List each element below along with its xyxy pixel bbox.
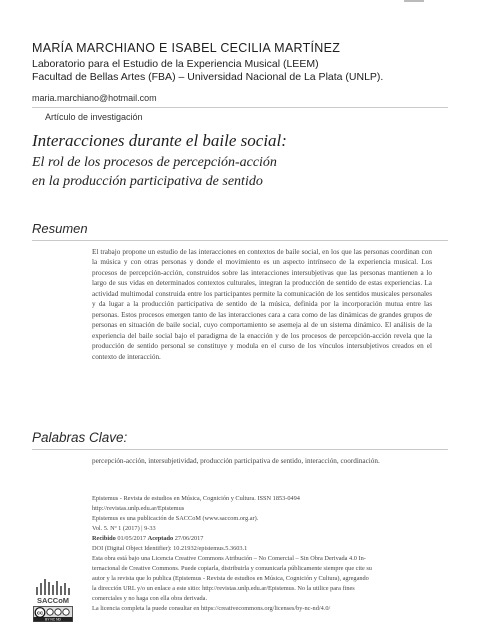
- keywords-text: percepción-acción, intersubjetividad, producción participativa de sentido, interacción, coordinación.: [92, 457, 380, 465]
- article-metadata: [92, 494, 432, 614]
- article-title-line-3: en la producción participativa de sentido: [32, 174, 263, 189]
- meta-dates: [92, 534, 432, 544]
- section-label: Artículo de investigación: [45, 112, 143, 122]
- top-edge-mark: [404, 0, 424, 2]
- license-line-1: Esta obra está bajo una Licencia Creative Commons Atribución – No Comercial – Sin Obra Derivada 4.0 In-: [92, 555, 366, 562]
- accepted-date: 27/06/2017: [174, 535, 204, 542]
- abstract-divider: [32, 240, 448, 241]
- article-title-line-2: El rol de los procesos de percepción-acción: [32, 155, 277, 170]
- license-line-6[interactable]: La licencia completa la puede consultar en https://creativecommons.org/licenses/by-nc-nd/4.0/: [92, 605, 331, 612]
- article-title-line-1: Interacciones durante el baile social:: [32, 131, 287, 150]
- meta-volume: Vol. 5. Nº 1 (2017) | 9-33: [92, 525, 156, 532]
- author-email[interactable]: maria.marchiano@hotmail.com: [32, 93, 157, 103]
- abstract-text: El trabajo propone un estudio de las interacciones en contextos de baile social, en los que las personas coordinan con la música y con otras personas y donde el movimiento es un aspecto intrínseco de la experiencia musical. Los procesos de percepción-acción, construidos sobre las interacciones intersubjetivas que las personas mantienen a lo largo de sus vidas en determinados contextos culturales, integran la producción de sentido de estas experiencias. La actividad multimodal construida entre los participantes permite la comunicación de los sentidos musicales personales y da lugar a la producción participativa de sentido de la música, definida por la incorporación mutua entre las personas. Estos procesos emergen tanto de las interacciones cara a cara como de las dinámicas de grandes grupos de personas en situación de baile social, cuyo comportamiento se asemeja al de un sistema dinámico. El análisis de la experiencia del baile social bajo el paradigma de la enacción y de los procesos de percepción-acción revela que la producción de sentido personal se constituye y modula en el curso de los vínculos intersubjetivos creados en el contexto de interacción.: [92, 248, 432, 361]
- creative-commons-badge-icon[interactable]: [33, 606, 73, 622]
- accepted-label: Aceptado: [147, 535, 174, 542]
- keywords-heading: Palabras Clave:: [32, 430, 128, 445]
- license-line-3: autor y la revista que lo publica (Epistemus - Revista de estudios en Música, Cognición y Cultura), agregando: [92, 575, 369, 582]
- affiliation-line-1: Laboratorio para el Estudio de la Experiencia Musical (LEEM): [32, 58, 319, 70]
- license-line-4: la dirección URL y/o un enlace a este sitio: http://revistas.unlp.edu.ar/Epistemus. No la utilice para fines: [92, 585, 355, 592]
- authors-line: MARÍA MARCHIANO E ISABEL CECILIA MARTÍNEZ: [32, 41, 341, 55]
- meta-journal: Epistemus - Revista de estudios en Música, Cognición y Cultura. ISSN 1853-0494: [92, 495, 300, 502]
- license-line-2: ternacional de Creative Commons. Puede copiarla, distribuirla y comunicarla públicamente siempre que cite su: [92, 565, 372, 572]
- meta-journal-url[interactable]: http://revistas.unlp.edu.ar/Epistemus: [92, 505, 185, 512]
- svg-text:cc: cc: [36, 610, 44, 617]
- received-label: Recibido: [92, 535, 116, 542]
- meta-doi: [92, 544, 432, 554]
- header-divider: [32, 107, 448, 108]
- affiliation-line-2: Facultad de Bellas Artes (FBA) – Universidad Nacional de La Plata (UNLP).: [32, 71, 384, 83]
- saccom-logo-text: SACCoM: [36, 596, 70, 605]
- doi-label: DOI (Digital Object Identifier):: [92, 545, 172, 552]
- license-line-5: comerciales y no haga con ella obra derivada.: [92, 595, 208, 602]
- doi-value[interactable]: 10.21932/epistemus.5.3603.1: [173, 545, 248, 552]
- cc-badge-text: BY NC ND: [45, 617, 61, 622]
- received-date: 01/05/2017: [117, 535, 147, 542]
- keywords-divider: [32, 449, 448, 450]
- abstract-heading: Resumen: [32, 221, 88, 236]
- meta-publisher: Epistemus es una publicación de SACCoM (www.saccom.org.ar).: [92, 515, 259, 522]
- saccom-logo: [33, 577, 73, 605]
